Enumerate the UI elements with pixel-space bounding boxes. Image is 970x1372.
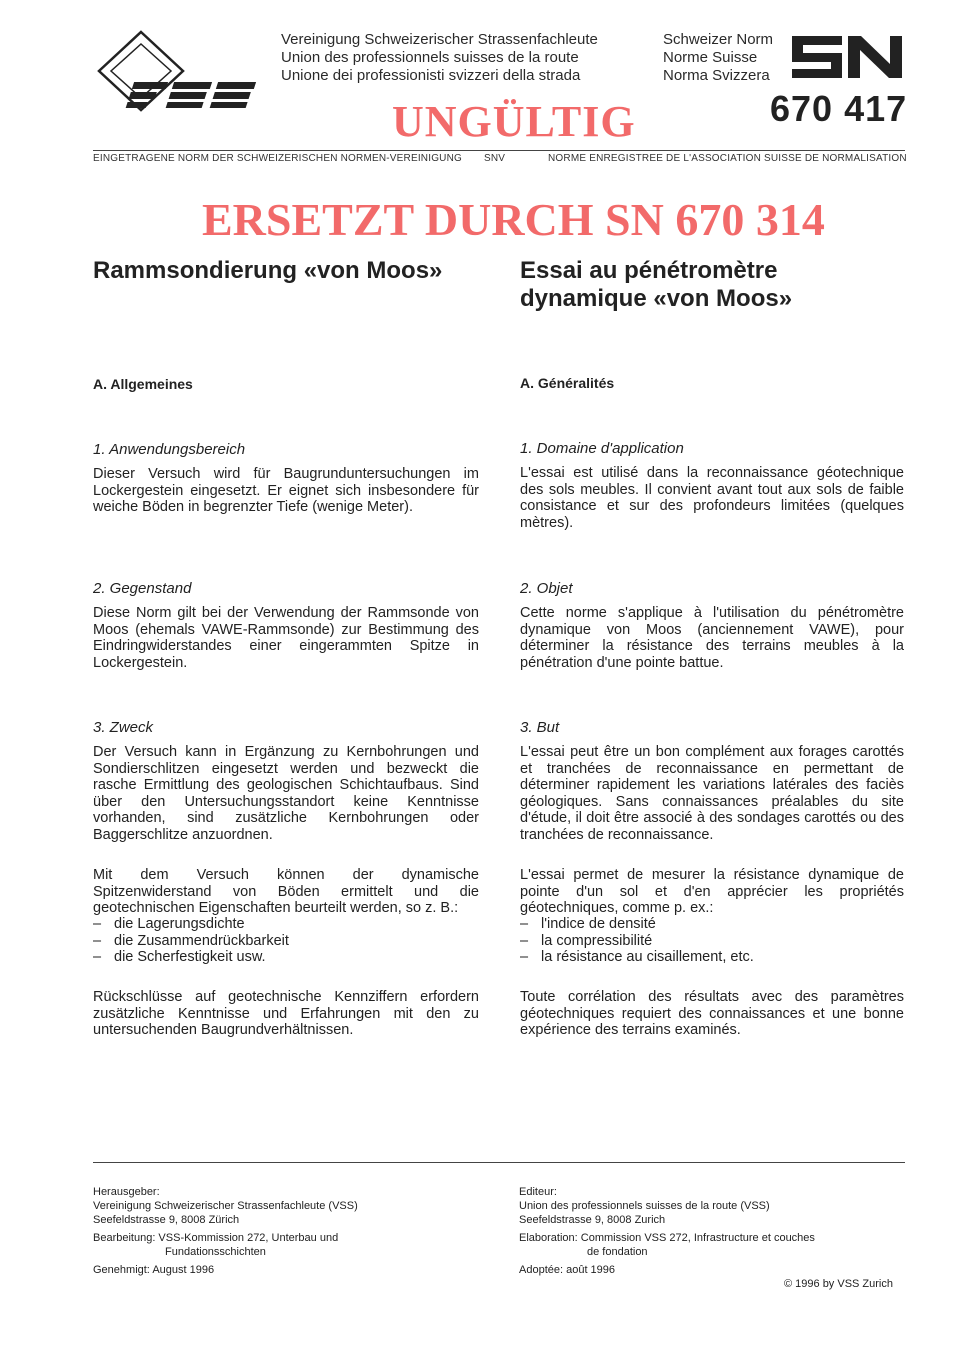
editing-de: Bearbeitung: VSS-Kommission 272, Unterbau und (93, 1232, 339, 1244)
footer-rule (93, 1162, 905, 1163)
org-name-it: Unione dei professionisti svizzeri della strada (281, 67, 581, 84)
publisher-address-de: Seefeldstrasse 9, 8008 Zürich (93, 1214, 240, 1226)
subheading-3-fr: 3. But (520, 719, 560, 736)
title-fr: Essai au pénétromètre dynamique «von Moos» (520, 257, 793, 312)
paragraph-5-de: Rückschlüsse auf geotechnische Kennziffern erfordern zusätzliche Kenntnisse und Erfahrungen mit den zu untersuchenden Baugrundverhältnissen. (93, 989, 479, 1038)
subheading-2-de: 2. Gegenstand (93, 580, 192, 597)
paragraph-4-de: Mit dem Versuch können der dynamische Spitzenwiderstand von Böden ermittelt und die geotechnischen Eigenschaften beurteilt werden, so z. B.: (93, 867, 479, 916)
norm-label-it: Norma Svizzera (663, 67, 770, 84)
norm-label-de: Schweizer Norm (663, 31, 774, 48)
sn-logo (786, 32, 906, 82)
subheading-1-de: 1. Anwendungsbereich (93, 441, 246, 458)
footer-fr (519, 1185, 905, 1277)
standard-number: 670 417 (770, 88, 908, 129)
editing-de-cont: Fundationsschichten (165, 1246, 266, 1258)
paragraph-2-fr: Cette norme s'applique à l'utilisation du pénétromètre dynamique von Moos (anciennement VAWE), pour déterminer la résistance des terrains meubles à la pénétration d'une pointe battue. (520, 605, 904, 671)
subheading-3-de: 3. Zweck (93, 719, 154, 736)
approved-fr: Adoptée: août 1996 (519, 1264, 616, 1276)
norm-label-fr: Norme Suisse (663, 49, 758, 66)
footer-de (93, 1185, 493, 1277)
paragraph-1-de: Dieser Versuch wird für Baugrunduntersuchungen im Lockergestein eingesetzt. Er eignet sich insbesondere für weiche Böden in begrenzter Tiefe (wenige Meter). (93, 466, 479, 515)
publisher-label-fr: Editeur: (519, 1186, 557, 1198)
organisation-names (281, 31, 598, 85)
org-name-fr: Union des professionnels suisses de la route (281, 49, 579, 66)
editing-fr: Elaboration: Commission VSS 272, Infrastructure et couches (519, 1232, 815, 1244)
editing-fr-cont: de fondation (587, 1246, 648, 1258)
list-item: – l'indice de densité (520, 916, 904, 933)
list-item: – la compressibilité (520, 933, 904, 950)
publisher-name-fr: Union des professionnels suisses de la route (VSS) (519, 1200, 770, 1212)
replaced-by-stamp: ERSETZT DURCH SN 670 314 (202, 194, 825, 245)
norm-labels (663, 31, 773, 85)
property-list-fr (520, 916, 904, 966)
registration-fr: NORME ENREGISTREE DE L'ASSOCIATION SUISSE DE NORMALISATION (548, 153, 907, 164)
org-name-de: Vereinigung Schweizerischer Strassenfachleute (281, 31, 598, 48)
section-a-heading-fr: A. Généralités (520, 375, 615, 391)
publisher-label-de: Herausgeber: (93, 1186, 160, 1198)
list-item: – die Lagerungsdichte (93, 916, 479, 933)
paragraph-2-de: Diese Norm gilt bei der Verwendung der Rammsonde von Moos (ehemals VAWE-Rammsonde) zur Bestimmung des Eindringwiderstandes einer eingerammten Spitze in Lockergestein. (93, 605, 479, 671)
property-list-de (93, 916, 479, 966)
list-item: – la résistance au cisaillement, etc. (520, 949, 904, 966)
registration-rule (93, 150, 905, 151)
paragraph-1-fr: L'essai est utilisé dans la reconnaissance géotechnique des sols meubles. Il convient avant tout aux sols de faible consistance et sur des profondeurs limitées (quelques mètres). (520, 465, 904, 531)
list-item: – die Zusammendrückbarkeit (93, 933, 479, 950)
vss-logo (93, 30, 275, 112)
publisher-name-de: Vereinigung Schweizerischer Strassenfachleute (VSS) (93, 1200, 358, 1212)
paragraph-5-fr: Toute corrélation des résultats avec des paramètres géotechniques requiert des connaissances et une bonne expérience des terrains examinés. (520, 989, 904, 1038)
list-item: – die Scherfestigkeit usw. (93, 949, 479, 966)
paragraph-4-fr: L'essai permet de mesurer la résistance dynamique de pointe d'un sol et d'en apprécier les propriétés géotechniques, comme p. ex.: (520, 867, 904, 916)
subheading-2-fr: 2. Objet (520, 580, 573, 597)
subheading-1-fr: 1. Domaine d'application (520, 440, 684, 457)
paragraph-3-de: Der Versuch kann in Ergänzung zu Kernbohrungen und Sondierschlitzen eingesetzt werden und bezweckt die rasche Ermittlung des geologischen Schichtaufbaus. Sind über den Untersuchungsstandort keine Kenntnisse vorhanden, sind zusätzliche Kernbohrungen oder Baggerschlitze anzuordnen. (93, 744, 479, 843)
title-de: Rammsondierung «von Moos» (93, 257, 443, 284)
paragraph-3-fr: L'essai peut être un bon complément aux forages carottés et tranchées de reconnaissance en permettant de déterminer rapidement les variations latérales des faciès géologiques. Sans connaissances préalables du site d'étude, il doit être associé à des sondages carottés ou des tranchées de reconnaissance. (520, 744, 904, 843)
registration-snv: SNV (484, 153, 506, 164)
section-a-heading-de: A. Allgemeines (93, 376, 193, 392)
registration-de: EINGETRAGENE NORM DER SCHWEIZERISCHEN NORMEN-VEREINIGUNG (93, 153, 463, 164)
invalid-stamp: UNGÜLTIG (392, 97, 636, 146)
copyright: © 1996 by VSS Zurich (784, 1278, 893, 1290)
publisher-address-fr: Seefeldstrasse 9, 8008 Zurich (519, 1214, 666, 1226)
approved-de: Genehmigt: August 1996 (93, 1264, 215, 1276)
